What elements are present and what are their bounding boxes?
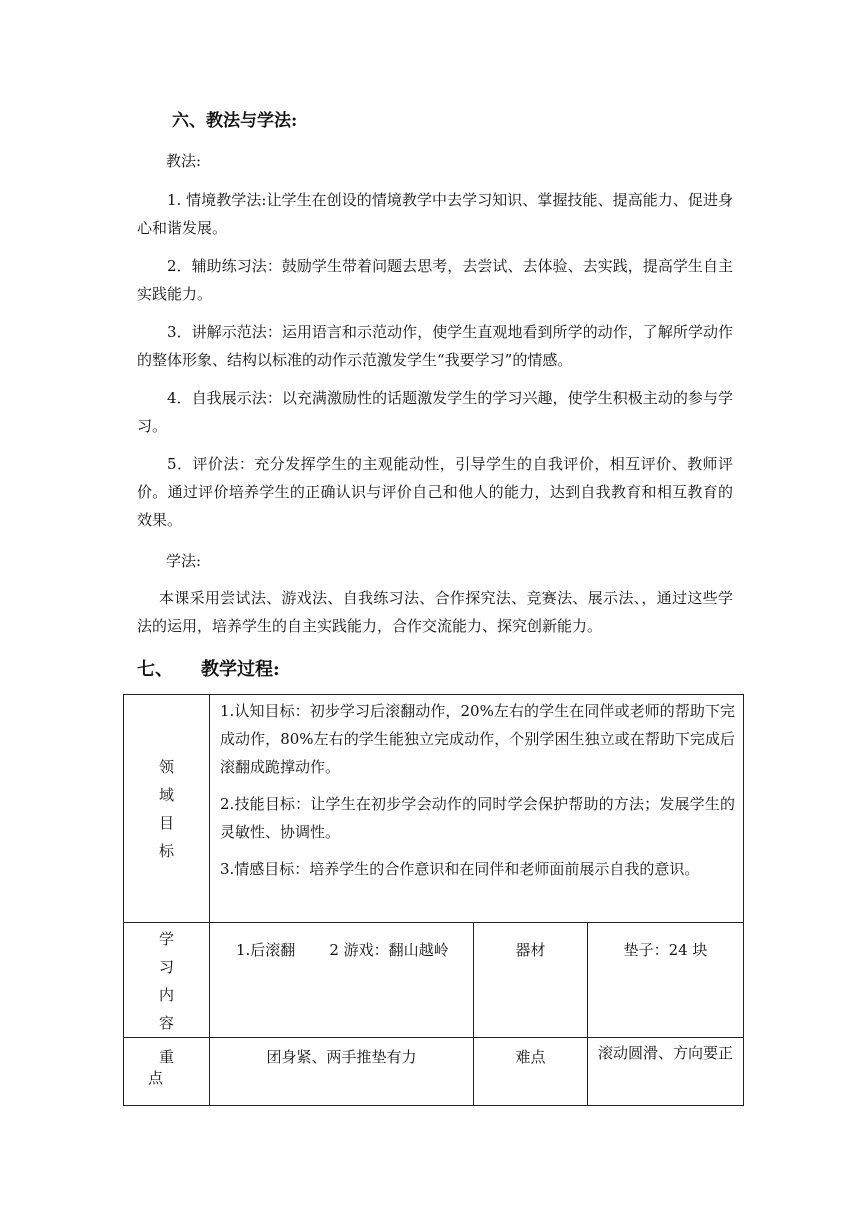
content-item-1: 1.后滚翻: [236, 941, 296, 959]
goal-cognitive: 1.认知目标：初步学习后滚翻动作，20%左右的学生在同伴或老师的帮助下完成动作，80%左右的学生能独立完成动作，个别学困生独立或在帮助下完成后滚翻成跪撑动作。: [220, 702, 736, 776]
teaching-plan-table: [123, 694, 744, 1106]
content-label: 学习 内容: [124, 923, 210, 1038]
teaching-method-1: 1. 情境教学法:让学生在创设的情境教学中去学习知识、掌握技能、提高能力、促进身心和谐发展。: [137, 191, 733, 237]
key-value: 团身紧、两手推垫有力: [210, 1038, 474, 1106]
section7-title: 教学过程:: [201, 659, 280, 680]
equipment-label: 器材: [474, 923, 588, 1038]
goal-affective: 3.情感目标：培养学生的合作意识和在同伴和老师面前展示自我的意识。: [220, 860, 700, 878]
teaching-method-3: 3．讲解示范法：运用语言和示范动作，使学生直观地看到所学的动作，了解所学动作的整体形象、结构以标准的动作示范激发学生“我要学习”的情感。: [137, 323, 733, 369]
learning-methods-label: 学法:: [166, 552, 202, 570]
domain-goal-label: 领 域 目 标: [124, 695, 210, 923]
section7-number: 七、: [137, 659, 173, 680]
difficulty-label: 难点: [474, 1038, 588, 1106]
goals-cell: [210, 695, 744, 923]
teaching-method-2: 2．辅助练习法：鼓励学生带着问题去思考，去尝试、去体验、去实践，提高学生自主实践能力。: [137, 257, 733, 303]
section6-heading: 六、教法与学法:: [172, 111, 298, 131]
learning-methods-text: 本课采用尝试法、游戏法、自我练习法、合作探究法、竞赛法、展示法、，通过这些学法的运用，培养学生的自主实践能力，合作交流能力、探究创新能力。: [137, 589, 733, 635]
equipment-value: 垫子：24 块: [588, 923, 744, 1038]
difficulty-value: 滚动圆滑、方向要正: [588, 1038, 744, 1106]
content-row: [124, 923, 744, 1038]
content-value: [210, 923, 474, 1038]
key-row: [124, 1038, 744, 1106]
content-item-2: 2 游戏：翻山越岭: [329, 941, 449, 959]
section7-heading: [137, 655, 280, 681]
teaching-method-4: 4．自我展示法：以充满激励性的话题激发学生的学习兴趣，使学生积极主动的参与学习。: [137, 389, 733, 435]
goals-row: [124, 695, 744, 923]
teaching-method-5: 5．评价法：充分发挥学生的主观能动性，引导学生的自我评价，相互评价、教师评价。通过评价培养学生的正确认识与评价自己和他人的能力，达到自我教育和相互教育的效果。: [137, 455, 733, 529]
key-label: 重点: [124, 1038, 210, 1106]
teaching-methods-label: 教法:: [166, 152, 202, 170]
goal-skill: 2.技能目标：让学生在初步学会动作的同时学会保护帮助的方法；发展学生的灵敏性、协调性。: [220, 795, 736, 841]
